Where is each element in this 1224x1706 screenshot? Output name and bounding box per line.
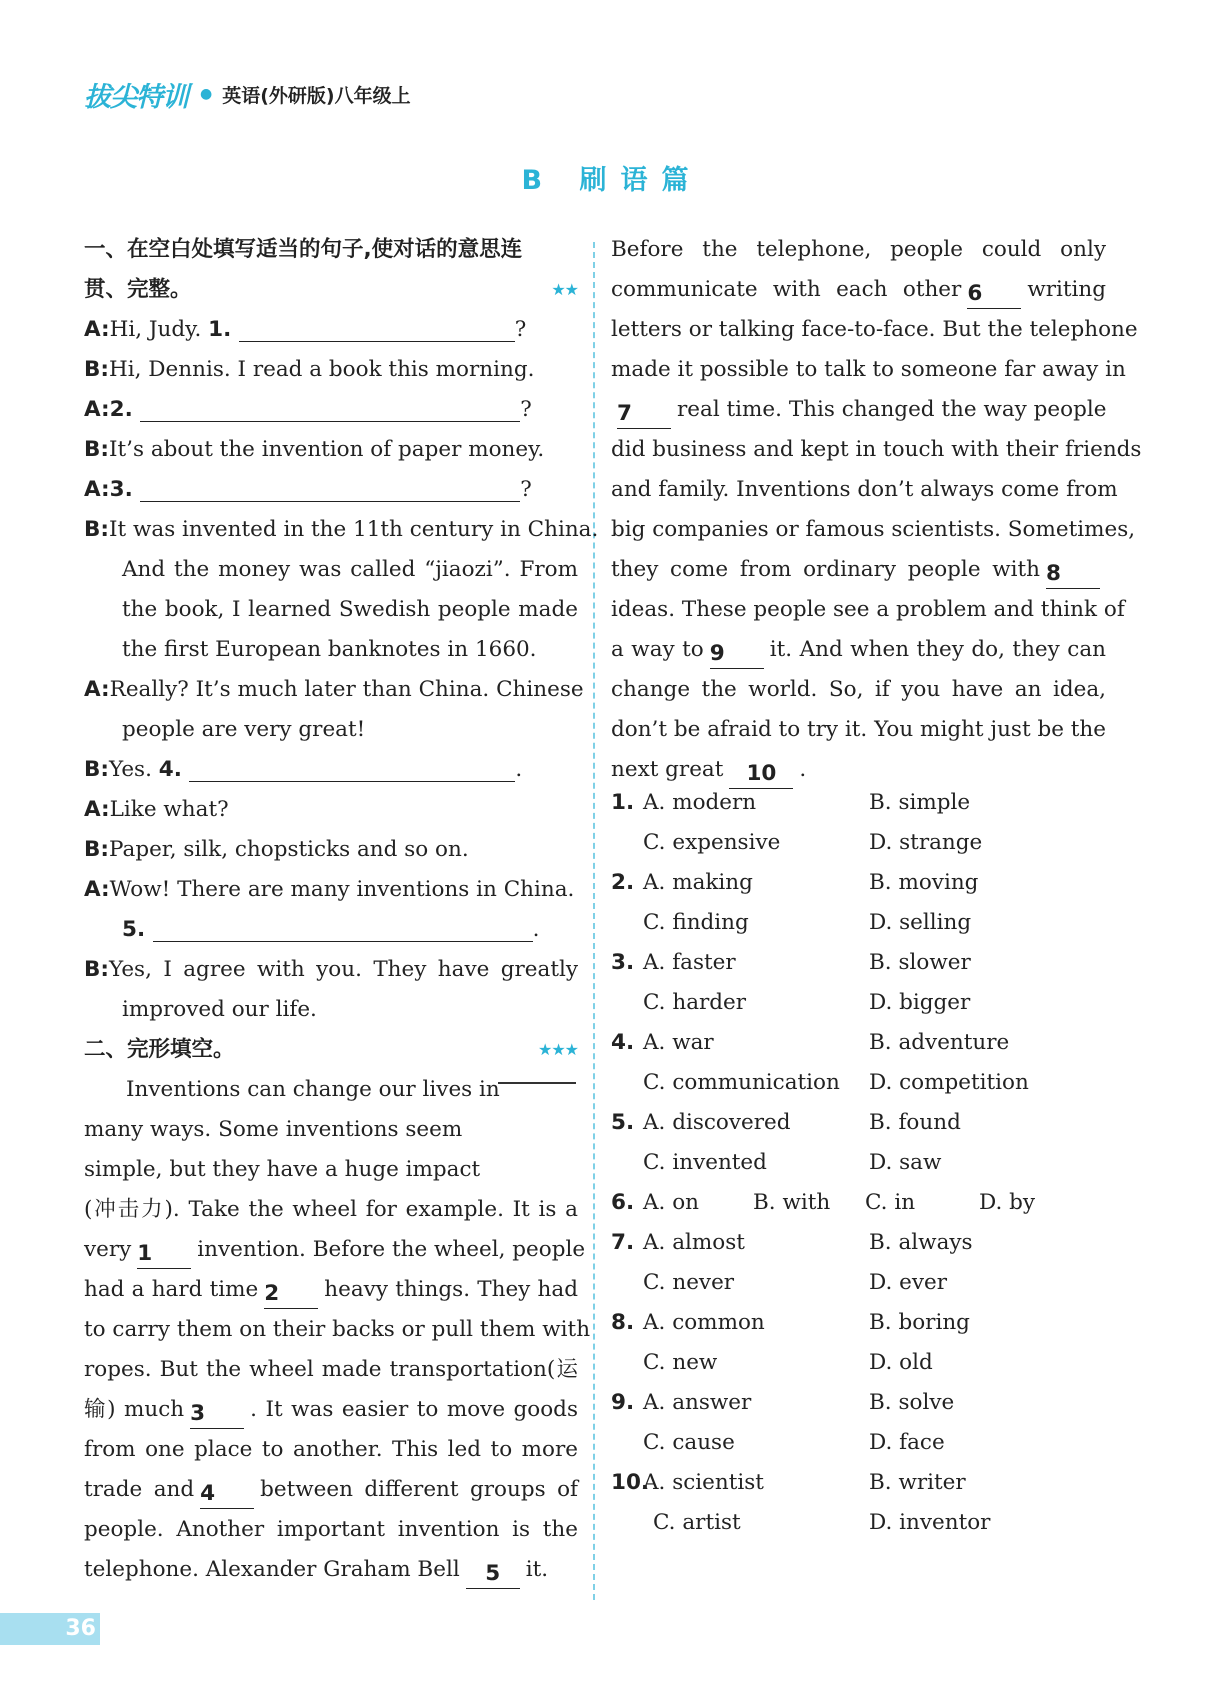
left-column <box>84 230 599 1590</box>
passage-text: big companies or famous scientists. Sometimes, <box>611 517 1136 542</box>
passage-line <box>84 1430 578 1470</box>
cloze-blank: 4 <box>200 1480 254 1509</box>
passage-text: people. Another important invention is the <box>84 1517 578 1542</box>
speaker-label: B: <box>84 957 109 982</box>
dialogue-text: Really? It’s much later than China. Chinese <box>109 677 584 702</box>
header-separator: ● <box>200 86 213 102</box>
passage-line <box>84 1230 586 1270</box>
question-number: 5. <box>611 1110 635 1135</box>
passage-text: to carry them on their backs or pull them with <box>84 1317 591 1342</box>
answer-blank <box>189 755 515 782</box>
dialogue-line <box>84 350 578 390</box>
answer-blank <box>140 475 520 502</box>
blank-number: 2. <box>109 397 141 422</box>
question-list <box>611 790 1106 1590</box>
passage-text: 输) much <box>84 1397 185 1422</box>
speaker-label: A: <box>84 677 110 702</box>
dialogue-line <box>84 590 578 630</box>
right-column <box>611 230 1142 1590</box>
dialogue-line <box>84 750 578 790</box>
passage-text: it. And when they do, they can <box>769 637 1106 662</box>
passage-line <box>611 710 1106 750</box>
dialogue-text: the first European banknotes in 1660. <box>122 637 537 662</box>
passage-text: (冲击力). Take the wheel for example. It is a <box>84 1197 578 1222</box>
dialogue-text: It’s about the invention of paper money. <box>109 437 545 462</box>
dialogue-text: improved our life. <box>122 997 317 1022</box>
blank-number: 4. <box>158 757 190 782</box>
option-d: D. old <box>869 1350 933 1375</box>
cloze-blank: 2 <box>264 1280 318 1309</box>
answer-blank <box>140 395 520 422</box>
option-d: D. inventor <box>869 1510 991 1535</box>
dialogue-line <box>84 950 578 990</box>
passage-text: between different groups of <box>260 1477 579 1502</box>
speaker-label: A: <box>84 797 110 822</box>
passage-line <box>611 270 1106 310</box>
speaker-label: A: <box>84 317 110 342</box>
dialogue-text: people are very great! <box>122 717 366 742</box>
section1-heading-cont: 贯、完整。 ★★ <box>84 270 578 310</box>
passage-text: Inventions can change our lives in <box>126 1077 500 1102</box>
passage-text: communicate with each other <box>611 277 962 302</box>
difficulty-stars: ★★★ <box>537 1040 578 1059</box>
option-c: C. communication <box>643 1070 840 1095</box>
dialogue-punct: ? <box>520 477 532 502</box>
passage-line <box>84 1470 578 1510</box>
option-c: C. finding <box>643 910 749 935</box>
cloze-blank: 1 <box>137 1240 191 1269</box>
passage-line <box>611 510 1136 550</box>
option-b: B. simple <box>869 790 971 815</box>
passage-text: heavy things. They had <box>324 1277 578 1302</box>
passage-text: Before the telephone, people could only <box>611 237 1106 262</box>
option-a: A. scientist <box>643 1470 764 1495</box>
cloze-blank: 10 <box>729 760 793 789</box>
option-d: D. bigger <box>869 990 971 1015</box>
speaker-label: B: <box>84 837 109 862</box>
dialogue-text: And the money was called “jiaozi”. From <box>122 557 578 582</box>
passage-text: telephone. Alexander Graham Bell <box>84 1557 460 1582</box>
passage-line <box>611 470 1118 510</box>
dialogue-line <box>84 470 578 510</box>
option-d: D. face <box>869 1430 945 1455</box>
page-header <box>84 74 411 114</box>
dialogue-text: Hi, Judy. <box>109 317 209 342</box>
passage-text: real time. This changed the way people <box>677 397 1107 422</box>
passage-text: next great <box>611 757 724 782</box>
passage-text: many ways. Some inventions seem <box>84 1117 463 1142</box>
option-a: A. on <box>643 1190 699 1215</box>
option-d: D. by <box>979 1190 1036 1215</box>
passage-text: very <box>84 1237 132 1262</box>
blank-number: 1. <box>208 317 239 342</box>
cloze-blank: 5 <box>466 1560 520 1589</box>
cloze-blank: 3 <box>190 1400 244 1429</box>
speaker-label: A: <box>84 477 110 502</box>
cloze-blank: 6 <box>967 280 1021 309</box>
column-divider <box>593 242 595 1600</box>
speaker-label: B: <box>84 517 109 542</box>
passage-line <box>84 1150 481 1190</box>
dialogue-text: Wow! There are many inventions in China. <box>109 877 575 902</box>
option-c: C. harder <box>643 990 747 1015</box>
option-b: B. solve <box>869 1390 955 1415</box>
passage-line <box>84 1350 578 1390</box>
passage-text: letters or talking face-to-face. But the telephone <box>611 317 1138 342</box>
passage-line <box>611 390 1106 430</box>
question-number: 10. <box>611 1470 650 1495</box>
passage-line <box>611 750 1106 790</box>
passage-line <box>84 1310 591 1350</box>
option-c: C. never <box>643 1270 735 1295</box>
passage-text: they come from ordinary people with <box>611 557 1040 582</box>
speaker-label: B: <box>84 357 109 382</box>
speaker-label: B: <box>84 757 109 782</box>
passage-text: don’t be afraid to try it. You might just be the <box>611 717 1106 742</box>
passage-text: ropes. But the wheel made transportation(运 <box>84 1357 578 1382</box>
dialogue-punct: . <box>532 917 540 942</box>
passage-line <box>611 350 1126 390</box>
option-d: D. selling <box>869 910 972 935</box>
option-b: B. writer <box>869 1470 966 1495</box>
option-c: C. artist <box>653 1510 741 1535</box>
dialogue-text: Yes. <box>109 757 159 782</box>
passage-text: writing <box>1027 277 1106 302</box>
option-a: A. modern <box>643 790 757 815</box>
blank-number: 5. <box>122 917 153 942</box>
option-a: A. war <box>643 1030 714 1055</box>
option-b: B. boring <box>869 1310 970 1335</box>
option-d: D. strange <box>869 830 983 855</box>
passage-text: ideas. These people see a problem and think of <box>611 597 1125 622</box>
dialogue-text: It was invented in the 11th century in China. <box>109 517 599 542</box>
speaker-label: B: <box>84 437 109 462</box>
dialogue-line <box>84 430 578 470</box>
speaker-label: A: <box>84 397 110 422</box>
option-a: A. faster <box>643 950 736 975</box>
question-number: 6. <box>611 1190 635 1215</box>
passage-line <box>84 1510 578 1550</box>
question-number: 2. <box>611 870 635 895</box>
passage-text: a way to <box>611 637 704 662</box>
passage-line <box>611 310 1138 350</box>
dialogue-line <box>84 910 578 950</box>
option-b: B. always <box>869 1230 973 1255</box>
page-title: B 刷语篇 <box>521 165 703 196</box>
option-b: B. with <box>753 1190 831 1215</box>
dialogue-text: Yes, I agree with you. They have greatly <box>109 957 578 982</box>
question-number: 1. <box>611 790 635 815</box>
passage-text: had a hard time <box>84 1277 259 1302</box>
passage-text: . It was easier to move goods <box>250 1397 578 1422</box>
option-c: C. new <box>643 1350 718 1375</box>
passage-text: . <box>799 757 807 782</box>
option-a: A. answer <box>643 1390 752 1415</box>
passage-right <box>611 230 1142 790</box>
speaker-label: A: <box>84 877 110 902</box>
subject-label: 英语(外研版)八年级上 <box>222 84 411 107</box>
section2-heading: 二、完形填空。 ★★★ <box>84 1030 578 1070</box>
option-c: C. invented <box>643 1150 767 1175</box>
question-number: 7. <box>611 1230 635 1255</box>
option-d: D. saw <box>869 1150 942 1175</box>
passage-line <box>611 550 1106 590</box>
question-number: 3. <box>611 950 635 975</box>
question-number: 8. <box>611 1310 635 1335</box>
option-d: D. competition <box>869 1070 1029 1095</box>
option-a: A. common <box>643 1310 765 1335</box>
option-c: C. expensive <box>643 830 781 855</box>
dialogue-punct: ? <box>520 397 532 422</box>
passage-text: did business and kept in touch with their friends <box>611 437 1142 462</box>
passage-text: invention. Before the wheel, people <box>197 1237 586 1262</box>
image-placeholder <box>498 1082 576 1086</box>
dialogue-line <box>84 710 578 750</box>
answer-blank <box>153 915 533 942</box>
passage-line <box>611 430 1142 470</box>
passage-line <box>84 1390 578 1430</box>
option-b: B. adventure <box>869 1030 1010 1055</box>
option-a: A. discovered <box>643 1110 791 1135</box>
section1-heading: 一、在空白处填写适当的句子,使对话的意思连 <box>84 237 523 262</box>
dialogue-punct: . <box>515 757 523 782</box>
passage-text: simple, but they have a huge impact <box>84 1157 481 1182</box>
dialogue <box>84 310 599 1030</box>
dialogue-text: Hi, Dennis. I read a book this morning. <box>109 357 535 382</box>
passage-text: and family. Inventions don’t always come from <box>611 477 1118 502</box>
dialogue-line <box>84 310 578 350</box>
passage-line <box>84 1270 578 1310</box>
passage-line <box>84 1110 463 1150</box>
option-a: A. almost <box>643 1230 745 1255</box>
question-number: 4. <box>611 1030 635 1055</box>
option-c: C. cause <box>643 1430 735 1455</box>
option-c: C. in <box>865 1190 916 1215</box>
difficulty-stars: ★★ <box>551 280 578 299</box>
option-d: D. ever <box>869 1270 948 1295</box>
brand-logo: 拔尖特训 <box>84 81 188 113</box>
passage-text: made it possible to talk to someone far away in <box>611 357 1126 382</box>
passage-line <box>611 670 1106 710</box>
option-a: A. making <box>643 870 753 895</box>
page-number: 36 <box>0 1613 100 1645</box>
blank-number: 3. <box>109 477 141 502</box>
dialogue-line <box>84 830 578 870</box>
cloze-blank: 8 <box>1046 560 1100 589</box>
option-b: B. slower <box>869 950 971 975</box>
dialogue-text: the book, I learned Swedish people made <box>122 597 578 622</box>
dialogue-line <box>84 630 578 670</box>
dialogue-line <box>84 870 578 910</box>
dialogue-line <box>84 990 578 1030</box>
passage-line <box>611 230 1106 270</box>
dialogue-line <box>84 790 578 830</box>
dialogue-text: Paper, silk, chopsticks and so on. <box>109 837 469 862</box>
dialogue-line <box>84 390 578 430</box>
dialogue-punct: ? <box>514 317 527 342</box>
dialogue-line <box>84 670 584 710</box>
passage-line <box>84 1550 578 1590</box>
question-number: 9. <box>611 1390 635 1415</box>
passage-line <box>84 1070 500 1110</box>
cloze-blank: 7 <box>617 400 671 429</box>
passage-line <box>611 590 1125 630</box>
passage-text: trade and <box>84 1477 195 1502</box>
cloze-blank: 9 <box>710 640 764 669</box>
dialogue-text: Like what? <box>109 797 229 822</box>
passage-left <box>84 1070 591 1590</box>
passage-text: change the world. So, if you have an idea, <box>611 677 1106 702</box>
passage-text: from one place to another. This led to more <box>84 1437 578 1462</box>
passage-text: it. <box>525 1557 549 1582</box>
dialogue-line <box>84 510 599 550</box>
passage-line <box>611 630 1106 670</box>
passage-line <box>84 1190 578 1230</box>
option-b: B. found <box>869 1110 961 1135</box>
option-b: B. moving <box>869 870 979 895</box>
dialogue-line <box>84 550 578 590</box>
answer-blank <box>239 315 515 342</box>
